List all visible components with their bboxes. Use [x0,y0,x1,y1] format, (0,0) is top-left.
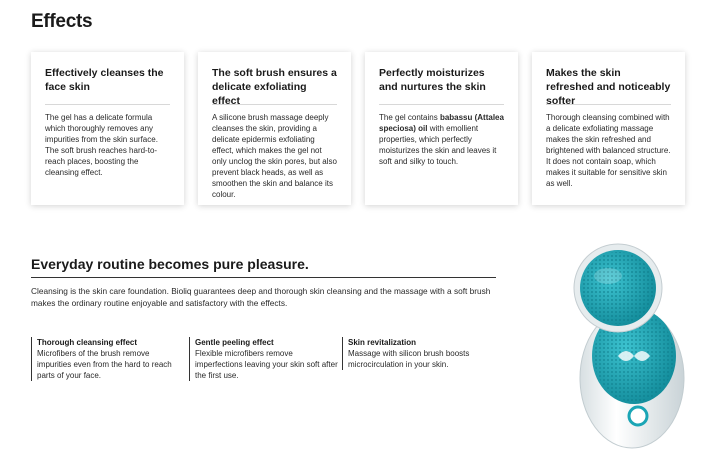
feature-title: Thorough cleansing effect [37,338,138,347]
card-body: Thorough cleansing combined with a delicate exfoliating massage makes the skin refreshed and brightened with balanced structure. It does not contain soap, which makes it suitable for sensitive skin as well. [546,113,671,188]
feature-body: Massage with silicon brush boosts microcirculation in your skin. [348,349,470,369]
card-divider [379,104,504,105]
effect-card-exfoliating [198,52,351,205]
card-divider [45,104,170,105]
routine-intro: Cleansing is the skin care foundation. Bioliq guarantees deep and thorough skin cleansing and the massage with a soft brush makes the ordinary routine enjoyable and satisfactory with the effects. [31,286,491,308]
card-body-suffix: with emollient properties, which perfectly moisturizes the skin and leaves it soft and silky to touch. [379,124,497,166]
feature-title: Skin revitalization [348,338,417,347]
card-body-ingredient: babassu (Attalea speciosa) oil [379,113,504,133]
feature-thorough-cleansing [31,337,181,381]
product-image [558,238,708,453]
card-title: The soft brush ensures a delicate exfoliating effect [212,67,337,107]
effect-card-cleanses [31,52,184,205]
effect-card-moisturizes [365,52,518,205]
effects-heading: Effects [31,11,93,32]
feature-skin-revitalization [342,337,492,370]
routine-heading: Everyday routine becomes pure pleasure. [31,256,309,272]
feature-title: Gentle peeling effect [195,338,274,347]
feature-gentle-peeling [189,337,339,381]
effect-card-refreshed [532,52,685,205]
card-title: Perfectly moisturizes and nurtures the skin [379,67,486,93]
feature-body: Microfibers of the brush remove impurities even from the hard to reach parts of your face. [37,349,172,380]
routine-divider [31,277,496,278]
card-body: A silicone brush massage deeply cleanses the skin, providing a delicate epidermis exfoliating effect, which makes the gel not only unclog the skin pores, but also prevent black heads, as well as smoothen the skin and balance its colour. [212,113,337,199]
feature-body: Flexible microfibers remove imperfections leaving your skin soft after the first use. [195,349,338,380]
card-body: The gel has a delicate formula which thoroughly removes any impurities from the skin surface. The soft brush reaches hard-to-reach places, boosting the cleansing effect. [45,113,158,177]
card-title: Effectively cleanses the face skin [45,67,164,93]
card-body [379,112,504,167]
card-title: Makes the skin refreshed and noticeably softer [546,67,671,107]
card-body-prefix: The gel contains [379,113,440,122]
